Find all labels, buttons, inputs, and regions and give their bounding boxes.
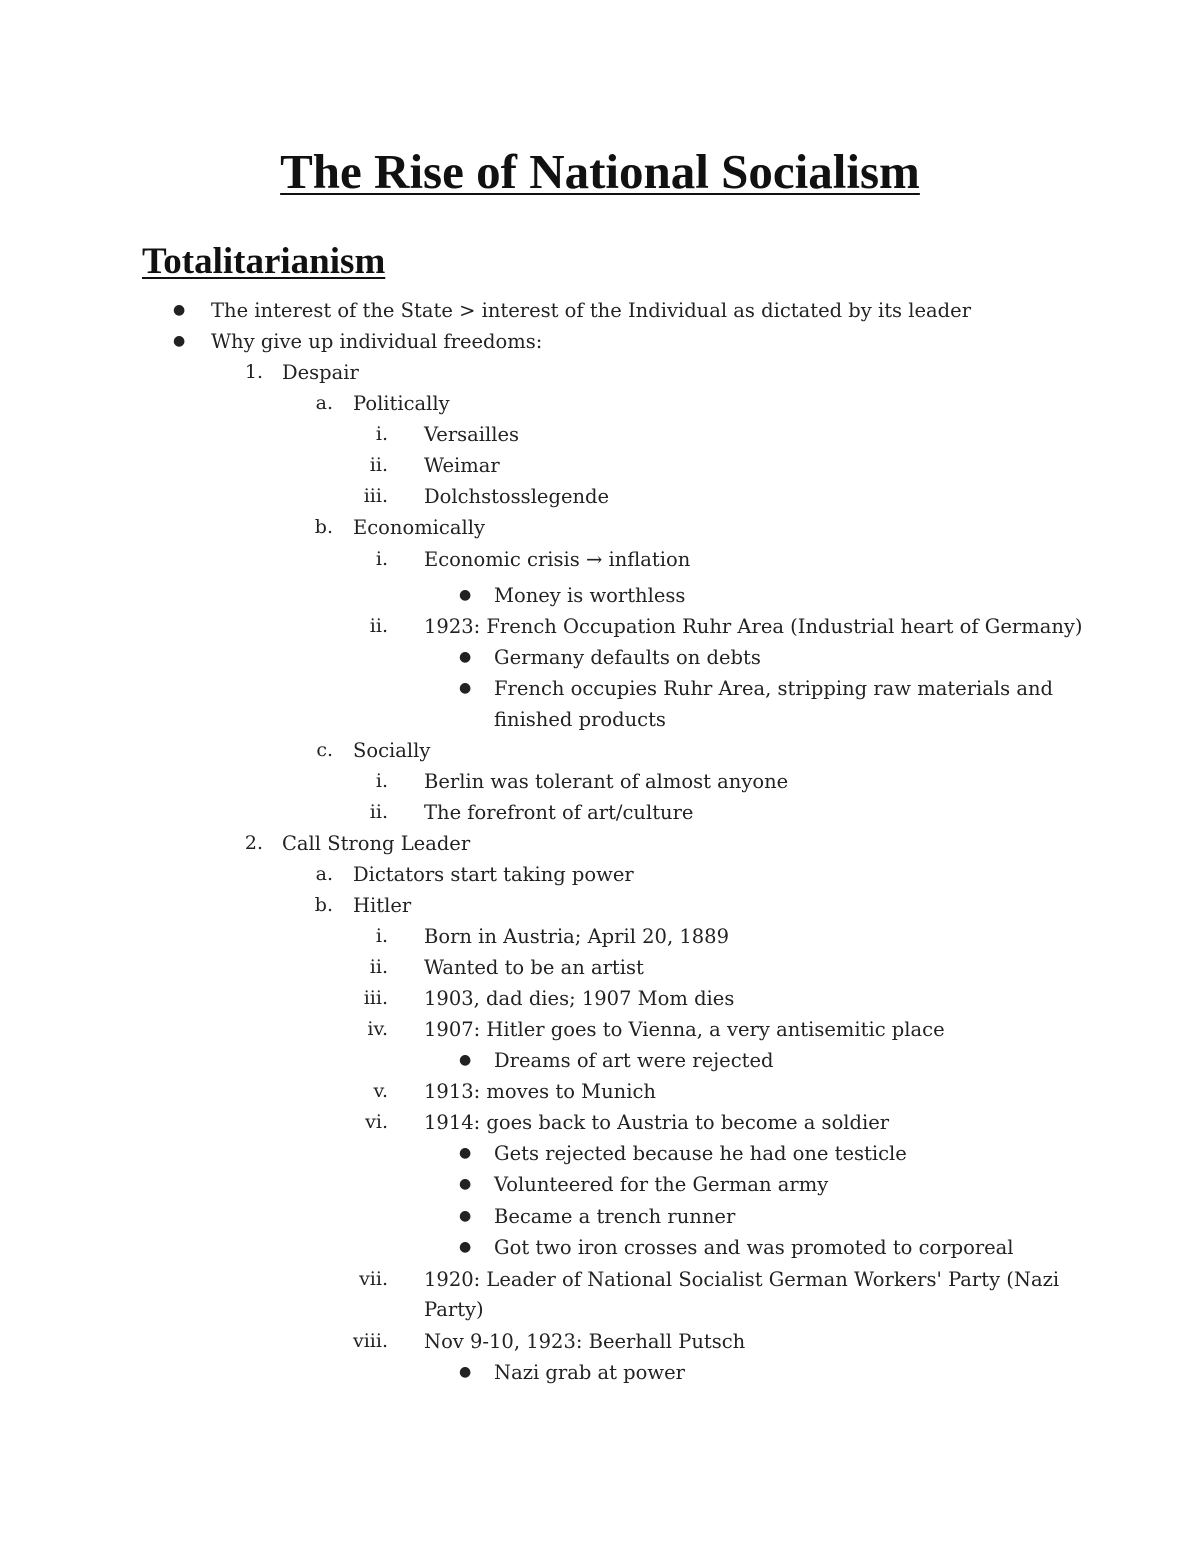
- list-item-text: Versailles: [424, 423, 520, 446]
- list-item-text: Dreams of art were rejected: [494, 1049, 774, 1072]
- list-marker: ii.: [369, 956, 388, 978]
- list-item-text: finished products: [494, 708, 666, 731]
- bullet-marker: ●: [459, 680, 472, 696]
- bullet-marker: ●: [459, 649, 472, 665]
- list-marker: 2.: [244, 832, 263, 854]
- bullet-marker: ●: [459, 1208, 472, 1224]
- list-item: [0, 1076, 1200, 1107]
- list-item: [0, 481, 1200, 512]
- list-marker: i.: [375, 423, 388, 445]
- list-item: [0, 952, 1200, 983]
- bullet-marker: ●: [173, 302, 186, 318]
- list-item: [0, 921, 1200, 952]
- list-marker: vi.: [365, 1111, 388, 1133]
- list-item: [0, 1014, 1200, 1045]
- list-item-text: Germany defaults on debts: [494, 646, 761, 669]
- list-item: [0, 1201, 1200, 1232]
- list-item-text: Politically: [353, 392, 450, 415]
- list-marker: ii.: [369, 801, 388, 823]
- document-title: The Rise of National Socialism: [280, 144, 920, 199]
- list-item-text: 1913: moves to Munich: [424, 1080, 656, 1103]
- list-item-text: Gets rejected because he had one testicle: [494, 1142, 907, 1165]
- list-item: [0, 1264, 1200, 1295]
- list-item-text: Berlin was tolerant of almost anyone: [424, 770, 789, 793]
- list-item-text: Dictators start taking power: [353, 863, 634, 886]
- list-item: [0, 611, 1200, 642]
- list-marker: i.: [375, 925, 388, 947]
- list-item: [0, 797, 1200, 828]
- list-item-text: Got two iron crosses and was promoted to corporeal: [494, 1236, 1014, 1259]
- list-marker: vii.: [359, 1268, 388, 1290]
- list-item: [0, 766, 1200, 797]
- list-item-text: Nov 9-10, 1923: Beerhall Putsch: [424, 1330, 746, 1353]
- list-item: [0, 295, 1200, 326]
- list-item-text: Weimar: [424, 454, 500, 477]
- list-item-text: 1920: Leader of National Socialist German Workers' Party (Nazi: [424, 1268, 1060, 1291]
- bullet-marker: ●: [459, 1052, 472, 1068]
- list-marker: iii.: [363, 987, 388, 1009]
- list-item: [0, 673, 1200, 704]
- list-item: [0, 704, 1200, 735]
- list-marker: iii.: [363, 485, 388, 507]
- list-item-text: Call Strong Leader: [282, 832, 471, 855]
- list-item-text: Dolchstosslegende: [424, 485, 610, 508]
- list-item-text: Nazi grab at power: [494, 1361, 685, 1384]
- list-item: [0, 419, 1200, 450]
- list-item-text: 1907: Hitler goes to Vienna, a very antisemitic place: [424, 1018, 945, 1041]
- list-item-text: The forefront of art/culture: [424, 801, 694, 824]
- bullet-marker: ●: [459, 1176, 472, 1192]
- list-marker: viii.: [352, 1330, 388, 1352]
- list-item-text: 1923: French Occupation Ruhr Area (Industrial heart of Germany): [424, 615, 1083, 638]
- list-marker: iv.: [367, 1018, 388, 1040]
- list-marker: c.: [316, 739, 333, 761]
- list-marker: i.: [375, 770, 388, 792]
- list-item: [0, 1232, 1200, 1263]
- list-marker: ii.: [369, 454, 388, 476]
- list-item-text: Money is worthless: [494, 584, 686, 607]
- list-marker: b.: [314, 894, 333, 916]
- list-item: [0, 1326, 1200, 1357]
- section-heading: Totalitarianism: [142, 241, 386, 282]
- bullet-marker: ●: [459, 1364, 472, 1380]
- list-item-text: Hitler: [353, 894, 412, 917]
- list-item: [0, 828, 1200, 859]
- bullet-marker: ●: [173, 333, 186, 349]
- list-marker: a.: [315, 863, 333, 885]
- list-item-text: Economic crisis → inflation: [424, 548, 691, 571]
- list-item: [0, 1294, 1200, 1325]
- list-item-text: Born in Austria; April 20, 1889: [424, 925, 729, 948]
- bullet-marker: ●: [459, 587, 472, 603]
- list-item-text: The interest of the State > interest of the Individual as dictated by its leader: [211, 299, 972, 322]
- list-item-text: Wanted to be an artist: [424, 956, 644, 979]
- list-item-text: 1914: goes back to Austria to become a soldier: [424, 1111, 890, 1134]
- list-item: [0, 983, 1200, 1014]
- list-item: [0, 580, 1200, 611]
- list-item-text: Economically: [353, 516, 485, 539]
- list-item: [0, 1169, 1200, 1200]
- list-item-text: 1903, dad dies; 1907 Mom dies: [424, 987, 735, 1010]
- list-item: [0, 1357, 1200, 1388]
- list-item-text: Became a trench runner: [494, 1205, 736, 1228]
- list-item-text: Despair: [282, 361, 359, 384]
- list-marker: i.: [375, 548, 388, 570]
- list-item: [0, 1107, 1200, 1138]
- list-item-text: Why give up individual freedoms:: [211, 330, 543, 353]
- list-marker: ii.: [369, 615, 388, 637]
- list-item-text: Party): [424, 1298, 484, 1321]
- list-marker: 1.: [244, 361, 263, 383]
- list-item: [0, 326, 1200, 357]
- list-marker: b.: [314, 516, 333, 538]
- list-marker: v.: [373, 1080, 388, 1102]
- bullet-marker: ●: [459, 1239, 472, 1255]
- list-item-text: French occupies Ruhr Area, stripping raw materials and: [494, 677, 1053, 700]
- list-item: [0, 357, 1200, 388]
- list-item-text: Volunteered for the German army: [494, 1173, 829, 1196]
- list-item: [0, 1138, 1200, 1169]
- list-item: [0, 890, 1200, 921]
- list-item: [0, 388, 1200, 419]
- list-marker: a.: [315, 392, 333, 414]
- list-item: [0, 512, 1200, 543]
- list-item: [0, 642, 1200, 673]
- list-item: [0, 544, 1200, 575]
- list-item: [0, 859, 1200, 890]
- list-item: [0, 735, 1200, 766]
- list-item: [0, 450, 1200, 481]
- bullet-marker: ●: [459, 1145, 472, 1161]
- list-item-text: Socially: [353, 739, 431, 762]
- list-item: [0, 1045, 1200, 1076]
